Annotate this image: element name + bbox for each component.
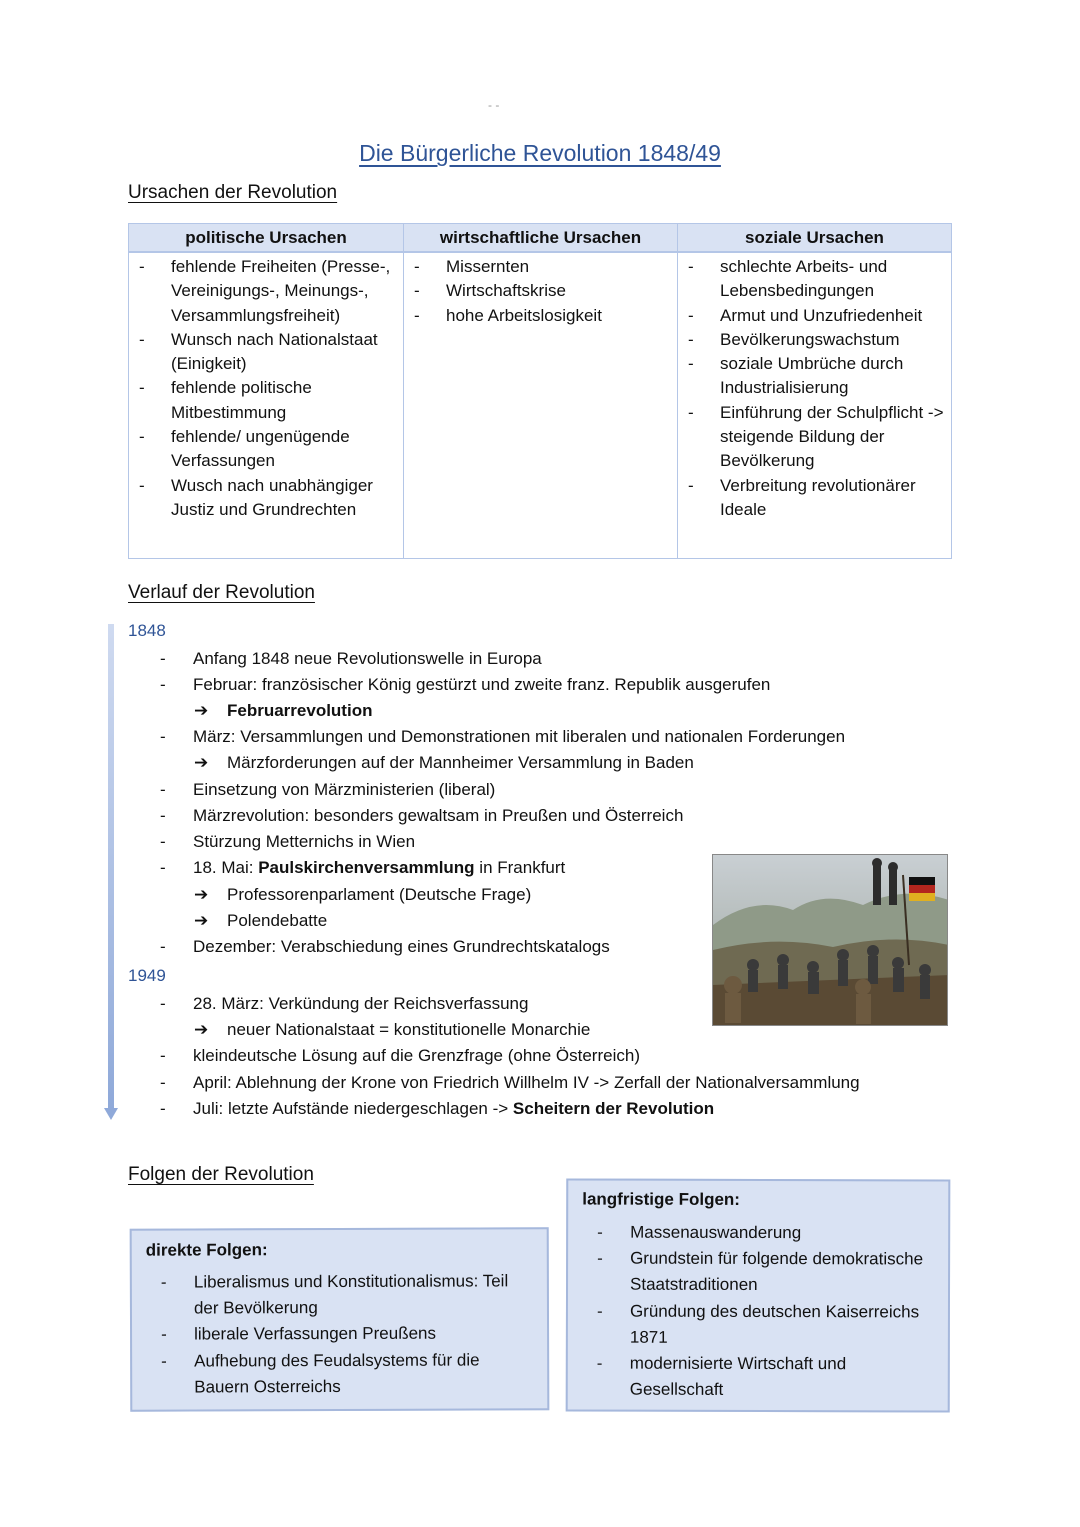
timeline-text: Anfang 1848 neue Revolutionswelle in Europa <box>193 649 542 668</box>
timeline-text: in Frankfurt <box>474 858 566 877</box>
consequences-heading: Folgen der Revolution <box>128 1164 314 1185</box>
arrow-right-icon: ➔ <box>194 753 209 772</box>
list-item: - Missernten <box>404 255 677 279</box>
longterm-consequences-box <box>566 1178 951 1412</box>
timeline-item <box>160 934 610 960</box>
causes-table <box>128 223 952 559</box>
timeline-text: Einsetzung von Märzministerien (liberal) <box>193 780 496 799</box>
list-item: - liberale Verfassungen Preußens <box>146 1321 533 1349</box>
timeline-text-bold: Paulskirchenversammlung <box>258 858 475 877</box>
dash: - <box>160 649 166 668</box>
list-item: - fehlende politische Mitbestimmung <box>129 376 391 425</box>
list-item: - Armut und Unzufriedenheit <box>678 304 945 328</box>
list-item: - Liberalismus und Konstitutionalismus: Teil der Bevölkerung <box>146 1268 533 1322</box>
list-item: - Gründung des deutschen Kaiserreichs 1871 <box>582 1298 934 1351</box>
dash: - <box>160 937 166 956</box>
dash: - <box>160 727 166 746</box>
course-heading: Verlauf der Revolution <box>128 582 315 603</box>
timeline-text: neuer Nationalstaat = konstitutionelle Monarchie <box>227 1020 591 1039</box>
year-label: 1949 <box>128 966 166 985</box>
dash: - <box>160 858 166 877</box>
timeline-text: 28. März: Verkündung der Reichsverfassung <box>193 994 529 1013</box>
box-title: direkte Folgen: <box>145 1240 268 1260</box>
page-mark: - - <box>488 98 500 112</box>
list-item: - schlechte Arbeits- und Lebensbedingungen <box>678 255 945 304</box>
timeline-text: Februar: französischer König gestürzt und zweite franz. Republik ausgerufen <box>193 675 771 694</box>
timeline-item <box>160 1096 714 1122</box>
dash: - <box>160 1046 166 1065</box>
list-item: - Verbreitung revolutionärer Ideale <box>678 474 945 523</box>
timeline-item <box>160 777 495 803</box>
list-item: - hohe Arbeitslosigkeit <box>404 304 677 328</box>
timeline-text-bold: Scheitern der Revolution <box>512 1099 715 1118</box>
dash: - <box>160 806 166 825</box>
timeline-item <box>160 803 683 829</box>
dash: - <box>160 1099 166 1118</box>
timeline-item <box>160 829 415 855</box>
arrow-right-icon: ➔ <box>194 911 209 930</box>
list-item: - Grundstein für folgende demokratische Staatstraditionen <box>582 1246 934 1299</box>
timeline-item <box>160 855 565 881</box>
timeline-item <box>160 672 770 698</box>
list-item: - Wirtschaftskrise <box>404 279 677 303</box>
dash: - <box>160 675 166 694</box>
arrow-right-icon: ➔ <box>194 701 209 720</box>
list-item: - Massenauswanderung <box>582 1220 934 1247</box>
list-item: - fehlende Freiheiten (Presse-, Vereinigungs-, Meinungs-, Versammlungsfreiheit) <box>129 255 391 328</box>
column-social <box>678 255 951 558</box>
timeline-subitem <box>194 750 694 776</box>
timeline-arrow-icon <box>104 1108 118 1120</box>
timeline-item <box>160 1043 640 1069</box>
timeline-subitem <box>194 698 372 724</box>
arrow-right-icon: ➔ <box>194 885 209 904</box>
dash: - <box>160 994 166 1013</box>
arrow-right-icon: ➔ <box>194 1020 209 1039</box>
timeline-item <box>160 646 542 672</box>
timeline-item <box>160 724 845 750</box>
timeline-text: Märzforderungen auf der Mannheimer Versammlung in Baden <box>227 753 694 772</box>
timeline-bar <box>108 624 114 1110</box>
timeline-text: Dezember: Verabschiedung eines Grundrechtskatalogs <box>193 937 610 956</box>
timeline-text: Juli: letzte Aufstände niedergeschlagen -> <box>193 1099 513 1118</box>
timeline-text: Professorenparlament (Deutsche Frage) <box>227 885 532 904</box>
list-item: - fehlende/ ungenügende Verfassungen <box>129 425 391 474</box>
page-title: Die Bürgerliche Revolution 1848/49 <box>359 140 721 166</box>
column-political <box>129 255 403 558</box>
timeline-text: Märzrevolution: besonders gewaltsam in Preußen und Österreich <box>193 806 684 825</box>
list-item: - soziale Umbrüche durch Industrialisierung <box>678 352 945 401</box>
list-item: - modernisierte Wirtschaft und Gesellschaft <box>582 1351 934 1404</box>
timeline-text: Stürzung Metternichs in Wien <box>193 832 416 851</box>
causes-heading: Ursachen der Revolution <box>128 182 338 203</box>
box-title: langfristige Folgen: <box>582 1189 741 1209</box>
column-header-political: politische Ursachen <box>129 224 403 253</box>
list-item: - Einführung der Schulpflicht -> steigende Bildung der Bevölkerung <box>678 401 945 474</box>
timeline-subitem <box>194 882 531 908</box>
revolution-painting-image <box>712 854 948 1026</box>
timeline-text: Polendebatte <box>227 911 328 930</box>
column-header-economic: wirtschaftliche Ursachen <box>404 224 677 253</box>
timeline-item <box>160 1070 860 1096</box>
timeline-text: März: Versammlungen und Demonstrationen mit liberalen und nationalen Forderungen <box>193 727 846 746</box>
timeline-text: 18. Mai: <box>193 858 259 877</box>
list-item: - Wusch nach unabhängiger Justiz und Grundrechten <box>129 474 391 523</box>
timeline-subitem <box>194 908 327 934</box>
list-item: - Aufhebung des Feudalsystems für die Bauern Osterreichs <box>146 1347 533 1401</box>
timeline-text: Februarrevolution <box>227 701 373 720</box>
year-label: 1848 <box>128 621 166 640</box>
dash: - <box>160 832 166 851</box>
timeline-text: kleindeutsche Lösung auf die Grenzfrage (ohne Österreich) <box>193 1046 640 1065</box>
column-economic <box>404 255 677 558</box>
timeline-item <box>160 991 528 1017</box>
column-header-social: soziale Ursachen <box>678 224 951 253</box>
list-item: - Wunsch nach Nationalstaat (Einigkeit) <box>129 328 391 377</box>
timeline-subitem <box>194 1017 590 1043</box>
timeline-text: April: Ablehnung der Krone von Friedrich Willhelm IV -> Zerfall der Nationalversammlung <box>193 1073 860 1092</box>
dash: - <box>160 1073 166 1092</box>
list-item: - Bevölkerungswachstum <box>678 328 945 352</box>
direct-consequences-box <box>130 1227 550 1411</box>
dash: - <box>160 780 166 799</box>
